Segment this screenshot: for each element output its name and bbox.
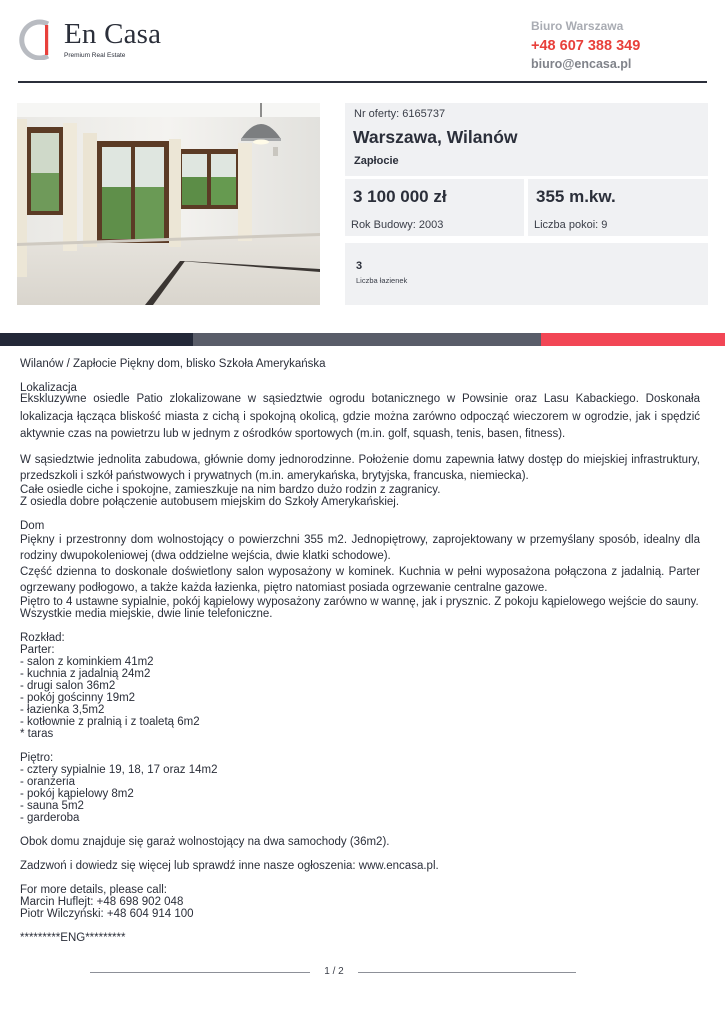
list-item: - cztery sypialnie 19, 18, 17 oraz 14m2 — [20, 763, 218, 776]
list-item: - kuchnia z jadalnią 24m2 — [20, 667, 151, 680]
layout-section — [20, 632, 700, 824]
logo-mark-icon — [18, 18, 58, 60]
location-paragraph-2: W sąsiedztwie jednolita zabudowa, głównie domy jednorodzinne. Położenie domu zapewnia łatwy dostęp do miejskiej infrastruktury, przedszkoli i szkół państwowych i prywatnych (m.in. amerykańska, brytyjska, francuska, niemiecka). — [20, 453, 700, 482]
house-line-4: Wszystkie media miejskie, dwie linie telefoniczne. — [20, 607, 273, 620]
interior-photo-illustration — [17, 103, 320, 305]
house-heading: Dom — [20, 519, 45, 532]
house-paragraph-2: Część dzienna to doskonale doświetlony salon wyposażony w kominek. Kuchnia w pełni wyposażona połączona z jadalnią. Parter ogrzewany podłogowo, a także każda łazienka, piętro natomiast posiada ogrzewanie centralne gazowe. — [20, 565, 700, 594]
band-slate — [193, 333, 541, 346]
description-title: Wilanów / Zapłocie Piękny dom, blisko Szkoła Amerykańska — [20, 358, 326, 370]
list-item: - garderoba — [20, 811, 80, 824]
office-email[interactable]: biuro@encasa.pl — [531, 57, 632, 71]
office-name: Biuro Warszawa — [531, 19, 624, 33]
call-to-action: Zadzwoń i dowiedz się więcej lub sprawdź inne nasze ogłoszenia: www.encasa.pl. — [20, 859, 439, 872]
agent-contacts — [20, 884, 700, 920]
upper-floor-heading: Piętro: — [20, 751, 54, 764]
listing-area: 355 m.kw. — [536, 187, 616, 206]
list-item: - drugi salon 36m2 — [20, 679, 116, 692]
listing-city: Warszawa, Wilanów — [353, 127, 518, 147]
property-photo — [17, 103, 320, 305]
list-item: - salon z kominkiem 41m2 — [20, 655, 154, 668]
location-line-3: Całe osiedle ciche i spokojne, zamieszkuje na nim bardzo dużo rodzin z zagranicy. — [20, 483, 441, 496]
garage-info: Obok domu znajduje się garaż wolnostojący na dwa samochody (36m2). — [20, 835, 390, 848]
bathrooms-panel — [345, 243, 708, 305]
price-panel — [345, 179, 524, 236]
ground-floor-heading: Parter: — [20, 643, 55, 656]
list-item: - pokój gościnny 19m2 — [20, 691, 136, 704]
house-section — [20, 520, 700, 620]
page-number: 1 / 2 — [324, 966, 344, 977]
office-phone[interactable]: +48 607 388 349 — [531, 38, 641, 54]
list-item: - kotłownie z pralnią i z toaletą 6m2 — [20, 715, 200, 728]
listing-district: Zapłocie — [354, 155, 399, 167]
brand-tagline: Premium Real Estate — [64, 52, 126, 59]
agent-contact-2: Piotr Wilczyński: +48 604 914 100 — [20, 907, 194, 920]
bathroom-count: 3 — [356, 260, 363, 272]
area-panel — [528, 179, 708, 236]
listing-price: 3 100 000 zł — [353, 187, 447, 206]
listing-description — [20, 358, 700, 944]
brand-logo — [18, 18, 193, 64]
footer-rule-left — [90, 972, 310, 973]
list-item: * taras — [20, 727, 54, 740]
band-navy — [0, 333, 193, 346]
list-item: - pokój kąpielowy 8m2 — [20, 787, 134, 800]
house-line-3: Piętro to 4 ustawne sypialnie, pokój kąpielowy wyposażony zarówno w wannę, jak i prysznic. Z pokoju kąpielowego wejście do sauny. — [20, 595, 699, 608]
footer-rule-right — [358, 972, 576, 973]
bathroom-label: Liczba łazienek — [356, 276, 408, 285]
layout-heading: Rozkład: — [20, 631, 65, 644]
list-item: - sauna 5m2 — [20, 799, 84, 812]
eng-marker: *********ENG********* — [20, 931, 126, 944]
agent-contact-1: Marcin Huflejt: +48 698 902 048 — [20, 895, 184, 908]
header-divider — [18, 81, 707, 83]
brand-name: En Casa — [64, 18, 162, 50]
build-year: Rok Budowy: 2003 — [351, 219, 444, 231]
offer-number: Nr oferty: 6165737 — [354, 108, 446, 120]
contacts-heading: For more details, please call: — [20, 883, 168, 896]
list-item: - łazienka 3,5m2 — [20, 703, 105, 716]
band-red — [541, 333, 725, 346]
office-contact — [531, 18, 691, 72]
house-paragraph-1: Piękny i przestronny dom wolnostojący o powierzchni 355 m2. Jednopiętrowy, zaprojektowany w przemyślany sposób, idealny dla rodziny dwupokoleniowej (dwa oddzielne wejścia, dwie klatki schodowe). — [20, 533, 700, 562]
listing-summary-panel — [345, 103, 708, 176]
room-count: Liczba pokoi: 9 — [534, 219, 608, 231]
list-item: - oranżeria — [20, 775, 75, 788]
location-heading: Lokalizacja — [20, 382, 77, 394]
location-paragraph-1: Ekskluzywne osiedle Patio zlokalizowane w sąsiedztwie ogrodu botanicznego w Powsinie oraz Lasu Kabackiego. Doskonała lokalizacja łącząca bliskość miasta z cichą i spokojną okolicą, gdzie można zarówno odpocząć wieczorem w ogrodzie, jak i spędzić aktywnie czas na powietrzu lub w jednym z ośrodków sportowych (m.in. golf, squash, tenis, basen, fitness). — [20, 393, 700, 440]
location-line-4: Z osiedla dobre połączenie autobusem miejskim do Szkoły Amerykańskiej. — [20, 495, 400, 508]
location-section — [20, 382, 700, 508]
